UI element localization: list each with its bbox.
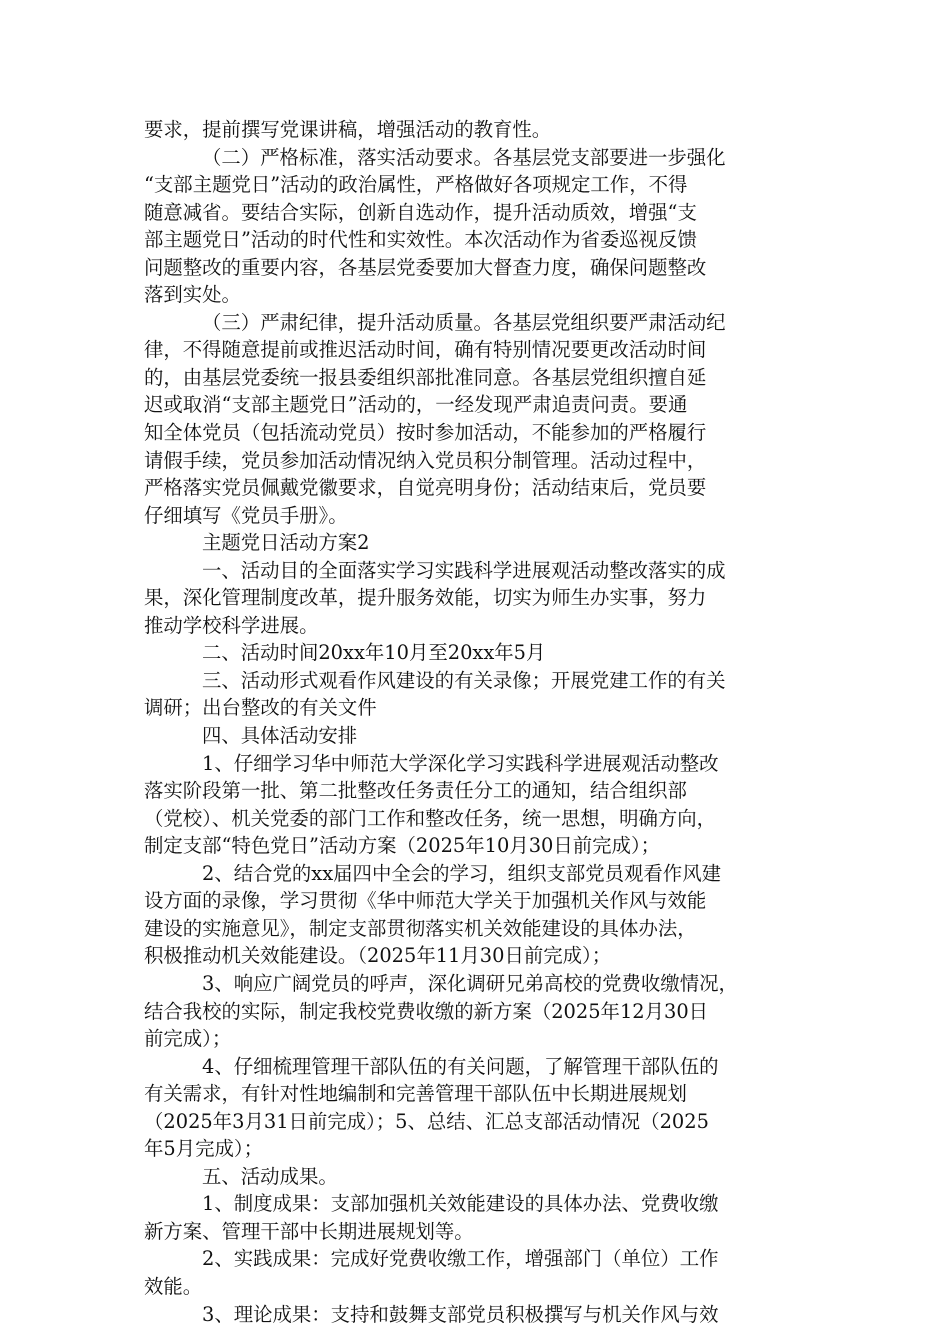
text-line: 部主题党日”活动的时代性和实效性。本次活动作为省委巡视反馈 [144, 228, 697, 252]
text-line: 制定支部“特色党日”活动方案（2025年10月30日前完成）； [144, 834, 661, 858]
text-line: 落到实处。 [144, 283, 241, 307]
text-line: 设方面的录像，学习贯彻《华中师范大学关于加强机关作风与效能 [144, 889, 707, 913]
text-line: 建设的实施意见》，制定支部贯彻落实机关效能建设的具体办法， [144, 916, 697, 940]
text-line: 结合我校的实际，制定我校党费收缴的新方案（2025年12月30日 [144, 999, 709, 1023]
text-line: 有关需求，有针对性地编制和完善管理干部队伍中长期进展规划 [144, 1082, 687, 1106]
text-line: 知全体党员（包括流动党员）按时参加活动，不能参加的严格履行 [144, 421, 707, 445]
text-line: 三、活动形式观看作风建设的有关录像；开展党建工作的有关 [202, 668, 726, 692]
text-line: 落实阶段第一批、第二批整改任务责任分工的通知，结合组织部 [144, 779, 687, 803]
text-line: 主题党日活动方案2 [202, 531, 370, 555]
text-line: （二）严格标准，落实活动要求。各基层党支部要进一步强化 [202, 145, 726, 169]
text-line: “支部主题党日”活动的政治属性，严格做好各项规定工作，不得 [144, 173, 688, 197]
text-line: 2、结合党的xx届四中全会的学习，组织支部党员观看作风建 [202, 861, 721, 885]
text-line: 请假手续，党员参加活动情况纳入党员积分制管理。活动过程中， [144, 448, 707, 472]
text-line: （党校）、机关党委的部门工作和整改任务，统一思想，明确方向， [144, 806, 717, 830]
text-line: 4、仔细梳理管理干部队伍的有关问题，了解管理干部队伍的 [202, 1054, 719, 1078]
text-line: 效能。 [144, 1274, 203, 1298]
text-line: 1、制度成果：支部加强机关效能建设的具体办法、党费收缴 [202, 1192, 719, 1216]
text-line: 2、实践成果：完成好党费收缴工作，增强部门（单位）工作 [202, 1247, 719, 1271]
text-line: 3、响应广阔党员的呼声，深化调研兄弟高校的党费收缴情况， [202, 971, 738, 995]
text-line: 律，不得随意提前或推迟活动时间，确有特别情况要更改活动时间 [144, 338, 707, 362]
text-line: 仔细填写《党员手册》。 [144, 503, 348, 527]
document-body [144, 116, 814, 1328]
text-line: 迟或取消“支部主题党日”活动的，一经发现严肃追责问责。要通 [144, 393, 688, 417]
text-line: 问题整改的重要内容，各基层党委要加大督查力度，确保问题整改 [144, 255, 707, 279]
text-line: 积极推动机关效能建设。（2025年11月30日前完成）； [144, 944, 612, 968]
text-line: 新方案、管理干部中长期进展规划等。 [144, 1219, 474, 1243]
text-line: （2025年3月31日前完成）；5、总结、汇总支部活动情况（2025 [144, 1109, 709, 1133]
text-line: 要求，提前撰写党课讲稿，增强活动的教育性。 [144, 118, 552, 141]
text-line: 调研；出台整改的有关文件 [144, 696, 377, 720]
text-line: 果，深化管理制度改革，提升服务效能，切实为师生办实事，努力 [144, 586, 707, 610]
text-line: 四、具体活动安排 [202, 724, 358, 748]
text-line: 一、活动目的全面落实学习实践科学进展观活动整改落实的成 [202, 558, 726, 582]
text-line: 五、活动成果。 [202, 1164, 338, 1188]
text-line: 推动学校科学进展。 [144, 613, 319, 637]
text-line: 前完成）； [144, 1027, 232, 1051]
text-line: 严格落实党员佩戴党徽要求，自觉亮明身份；活动结束后，党员要 [144, 476, 707, 500]
text-line: 年5月完成）； [144, 1137, 263, 1161]
text-line: 二、活动时间20xx年10月至20xx年5月 [202, 641, 546, 665]
text-line: 的，由基层党委统一报县委组织部批准同意。各基层党组织擅自延 [144, 365, 707, 389]
text-line: （三）严肃纪律，提升活动质量。各基层党组织要严肃活动纪 [202, 310, 726, 334]
text-line: 随意减省。要结合实际，创新自选动作，提升活动质效，增强“支 [144, 200, 697, 224]
text-line: 1、仔细学习华中师范大学深化学习实践科学进展观活动整改 [202, 751, 719, 775]
text-line: 3、理论成果：支持和鼓舞支部党员积极撰写与机关作风与效 [202, 1302, 719, 1326]
